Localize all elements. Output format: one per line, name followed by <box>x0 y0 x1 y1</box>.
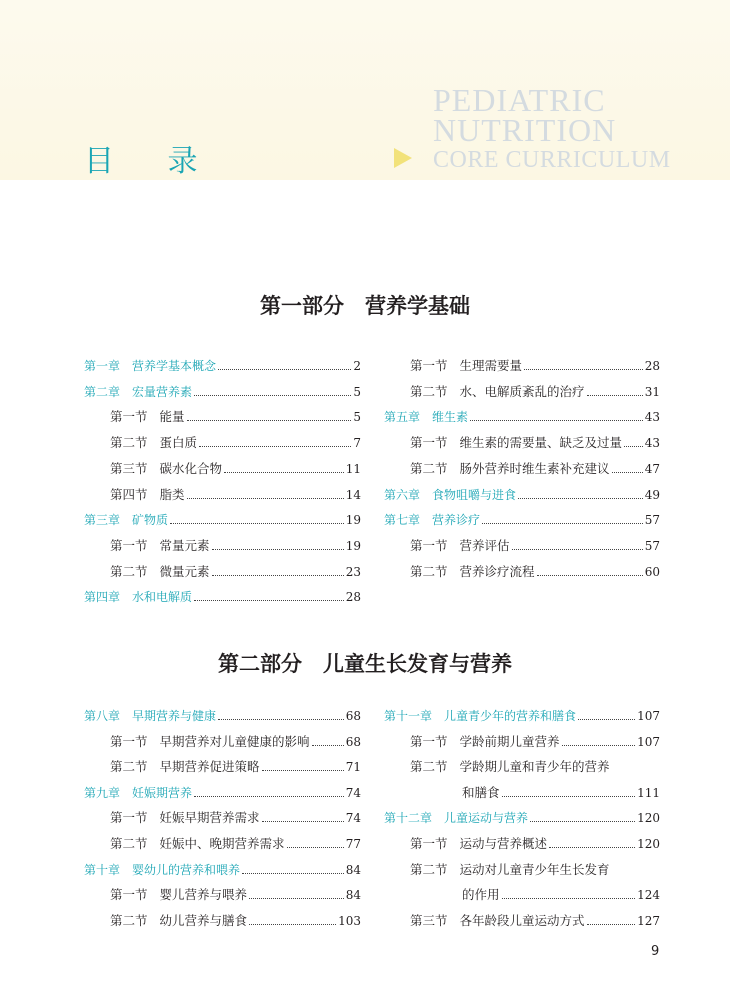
dot-leader <box>242 873 344 874</box>
toc-page-number: 23 <box>345 564 361 579</box>
dot-leader <box>537 575 643 576</box>
toc-section-row[interactable] <box>384 885 660 905</box>
toc-entry-number: 第四节 <box>110 486 148 502</box>
toc-page-number: 107 <box>637 734 660 749</box>
toc-entry-number: 第二节 <box>110 435 148 451</box>
toc-entry-number: 第九章 <box>84 785 121 800</box>
toc-entry-number: 第二节 <box>410 861 448 877</box>
toc-entry-title: 运动对儿童青少年生长发育 <box>459 861 610 877</box>
toc-entry-number: 第一节 <box>410 358 448 373</box>
toc-section-row[interactable] <box>384 783 660 803</box>
toc-entry-number: 第二章 <box>84 384 121 399</box>
toc-chapter-row[interactable] <box>384 706 660 726</box>
dot-leader <box>502 796 636 797</box>
toc-entry-number: 第二节 <box>410 563 448 579</box>
toc-entry-title: 营养评估 <box>459 537 510 553</box>
toc-page-number: 11 <box>345 461 361 476</box>
toc-chapter-row[interactable] <box>84 356 361 376</box>
toc-entry-title: 蛋白质 <box>159 435 198 451</box>
toc-page-number: 127 <box>637 913 660 928</box>
dot-leader <box>262 770 344 771</box>
toc-chapter-row[interactable] <box>84 510 361 530</box>
page-title: 目 录 <box>84 144 220 179</box>
toc-page-number: 68 <box>345 709 361 723</box>
dot-leader <box>312 745 344 746</box>
dot-leader <box>187 498 344 499</box>
toc-section-row[interactable] <box>84 459 361 479</box>
toc-entry-title: 矿物质 <box>132 513 169 528</box>
toc-page-number: 74 <box>345 785 361 800</box>
dot-leader <box>549 847 635 848</box>
dot-leader <box>287 847 344 848</box>
toc-entry-title: 营养诊疗 <box>432 513 481 528</box>
toc-entry-number: 第二节 <box>110 912 148 928</box>
dot-leader <box>562 745 636 746</box>
toc-entry-title: 妊娠期营养 <box>132 785 193 800</box>
dot-leader <box>578 719 635 720</box>
toc-entry-number: 第三节 <box>110 460 148 476</box>
toc-page-number: 68 <box>345 734 361 749</box>
page-number: 9 <box>651 944 660 959</box>
toc-page-number: 5 <box>353 384 361 399</box>
toc-page-number: 49 <box>644 487 660 502</box>
toc-page-number: 28 <box>345 590 361 605</box>
toc-entry-title: 妊娠早期营养需求 <box>159 810 260 826</box>
dot-leader <box>170 523 344 524</box>
brand-line-1: PEDIATRIC <box>433 82 606 118</box>
toc-page-number: 57 <box>644 538 660 553</box>
toc-section-row[interactable] <box>384 860 660 880</box>
dot-leader <box>187 420 352 421</box>
toc-section-row[interactable] <box>384 562 660 582</box>
toc-page-number: 2 <box>353 359 361 373</box>
toc-entry-title: 儿童运动与营养 <box>444 811 529 826</box>
toc-section-row[interactable] <box>84 732 361 752</box>
toc-entry-number: 第一节 <box>110 537 148 553</box>
toc-entry-title: 生理需要量 <box>459 358 523 373</box>
toc-page-number: 43 <box>644 436 660 451</box>
toc-entry-title: 婴幼儿的营养和喂养 <box>132 862 241 877</box>
toc-entry-title: 幼儿营养与膳食 <box>159 912 248 928</box>
dot-leader <box>482 523 643 524</box>
toc-section-row[interactable] <box>384 382 660 402</box>
part1-title: 第一部分 营养学基础 <box>260 294 470 318</box>
toc-entry-title: 儿童青少年的营养和膳食 <box>444 709 577 723</box>
part2-title: 第二部分 儿童生长发育与营养 <box>218 652 512 676</box>
toc-section-row[interactable] <box>84 911 361 931</box>
toc-section-row[interactable] <box>384 536 660 556</box>
toc-entry-number: 第五章 <box>384 410 421 425</box>
dot-leader <box>518 498 643 499</box>
toc-entry-title: 宏量营养素 <box>132 384 193 399</box>
toc-entry-number: 第一节 <box>110 733 148 749</box>
toc-entry-title: 学龄期儿童和青少年的营养 <box>459 759 610 775</box>
toc-section-row[interactable] <box>384 356 660 376</box>
dot-leader <box>587 395 643 396</box>
toc-page-number: 103 <box>338 913 361 928</box>
toc-entry-number: 第三章 <box>84 513 121 528</box>
toc-entry-title: 营养学基本概念 <box>132 359 217 373</box>
arrow-icon <box>394 148 412 168</box>
toc-entry-number: 第四章 <box>84 590 121 605</box>
toc-section-row[interactable] <box>84 536 361 556</box>
dot-leader <box>512 549 643 550</box>
toc-entry-number: 第一节 <box>110 810 148 826</box>
toc-chapter-row[interactable] <box>84 706 361 726</box>
dot-leader <box>249 924 336 925</box>
toc-entry-title: 肠外营养时维生素补充建议 <box>459 460 610 476</box>
toc-entry-number: 第二节 <box>110 836 148 851</box>
brand-line-3: CORE CURRICULUM <box>433 147 671 173</box>
toc-entry-number: 第一节 <box>410 836 448 851</box>
toc-entry-number: 第一节 <box>410 537 448 553</box>
toc-entry-number: 第一节 <box>110 409 148 425</box>
toc-chapter-row[interactable] <box>384 808 660 828</box>
toc-entry-number: 第七章 <box>384 513 421 528</box>
toc-page-number: 60 <box>644 564 660 579</box>
toc-entry-number: 第二节 <box>410 460 448 476</box>
toc-entry-title: 运动与营养概述 <box>459 836 548 851</box>
dot-leader <box>587 924 636 925</box>
toc-entry-title: 各年龄段儿童运动方式 <box>459 912 585 928</box>
toc-entry-number: 第十一章 <box>384 709 433 723</box>
toc-section-row[interactable] <box>84 433 361 453</box>
dot-leader <box>612 472 643 473</box>
toc-entry-number: 第二节 <box>410 383 448 399</box>
dot-leader <box>212 549 344 550</box>
toc-section-row[interactable] <box>384 911 660 931</box>
toc-entry-number: 第十章 <box>84 862 121 877</box>
toc-section-row[interactable] <box>384 459 660 479</box>
toc-entry-title: 的作用 <box>462 887 500 903</box>
toc-page-number: 47 <box>644 461 660 476</box>
toc-entry-title: 早期营养与健康 <box>132 709 217 723</box>
toc-page-number: 7 <box>353 436 361 451</box>
toc-section-row[interactable] <box>84 834 361 854</box>
toc-chapter-row[interactable] <box>84 783 361 803</box>
toc-chapter-row[interactable] <box>84 860 361 880</box>
toc-entry-title: 维生素的需要量、缺乏及过量 <box>459 435 623 451</box>
toc-page-number: 111 <box>637 785 660 800</box>
toc-page-number: 19 <box>345 513 361 528</box>
toc-section-row[interactable] <box>84 485 361 505</box>
toc-page-number: 14 <box>345 487 361 502</box>
toc-page-number: 120 <box>637 837 660 851</box>
dot-leader <box>194 796 344 797</box>
toc-entry-number: 第二节 <box>110 563 148 579</box>
toc-entry-title: 能量 <box>159 409 185 425</box>
dot-leader <box>212 575 344 576</box>
brand-logo <box>433 84 671 172</box>
toc-chapter-row[interactable] <box>384 407 660 427</box>
dot-leader <box>470 420 643 421</box>
toc-entry-title: 维生素 <box>432 410 469 425</box>
dot-leader <box>199 446 351 447</box>
toc-section-row[interactable] <box>384 757 660 777</box>
toc-section-row[interactable] <box>84 407 361 427</box>
toc-entry-title: 营养诊疗流程 <box>459 563 535 579</box>
toc-entry-number: 第一节 <box>410 435 448 451</box>
toc-entry-number: 第二节 <box>110 759 148 775</box>
brand-line-2: NUTRITION <box>433 112 617 148</box>
toc-entry-number: 第一节 <box>410 733 448 749</box>
dot-leader <box>218 719 344 720</box>
toc-section-row[interactable] <box>384 433 660 453</box>
toc-page-number: 124 <box>637 888 660 903</box>
dot-leader <box>524 369 643 370</box>
toc-entry-title: 脂类 <box>159 486 185 502</box>
toc-entry-title: 妊娠中、晚期营养需求 <box>159 836 285 851</box>
dot-leader <box>224 472 344 473</box>
dot-leader <box>249 898 344 899</box>
toc-entry-title: 碳水化合物 <box>159 460 223 476</box>
toc-section-row[interactable] <box>384 834 660 854</box>
toc-entry-title: 和膳食 <box>462 784 500 800</box>
toc-section-row[interactable] <box>84 757 361 777</box>
toc-chapter-row[interactable] <box>384 510 660 530</box>
toc-entry-number: 第一节 <box>110 887 148 903</box>
toc-entry-number: 第三节 <box>410 912 448 928</box>
toc-page-number: 19 <box>345 538 361 553</box>
toc-page-number: 84 <box>345 888 361 903</box>
toc-section-row[interactable] <box>384 732 660 752</box>
toc-section-row[interactable] <box>84 562 361 582</box>
toc-entry-number: 第十二章 <box>384 811 433 826</box>
toc-page-number: 43 <box>644 410 660 425</box>
toc-page-number: 74 <box>345 811 361 826</box>
toc-page-number: 57 <box>644 513 660 528</box>
toc-entry-number: 第一章 <box>84 359 121 373</box>
toc-page-number: 77 <box>345 837 361 851</box>
toc-entry-number: 第二节 <box>410 759 448 775</box>
toc-chapter-row[interactable] <box>384 485 660 505</box>
toc-page-number: 84 <box>345 862 361 877</box>
toc-entry-number: 第六章 <box>384 487 421 502</box>
toc-page-number: 28 <box>644 359 660 373</box>
toc-entry-title: 婴儿营养与喂养 <box>159 887 248 903</box>
toc-page-number: 5 <box>353 410 361 425</box>
toc-section-row[interactable] <box>84 885 361 905</box>
toc-entry-title: 水和电解质 <box>132 590 193 605</box>
toc-entry-title: 学龄前期儿童营养 <box>459 733 560 749</box>
toc-page-number: 107 <box>637 709 660 723</box>
dot-leader <box>530 821 635 822</box>
dot-leader <box>218 369 351 370</box>
dot-leader <box>624 446 643 447</box>
toc-page-number: 71 <box>345 760 361 775</box>
toc-entry-number: 第八章 <box>84 709 121 723</box>
dot-leader <box>194 395 351 396</box>
toc-entry-title: 微量元素 <box>159 563 210 579</box>
toc-entry-title: 早期营养对儿童健康的影响 <box>159 733 310 749</box>
toc-chapter-row[interactable] <box>84 587 361 607</box>
toc-entry-title: 水、电解质紊乱的治疗 <box>459 383 585 399</box>
toc-entry-title: 常量元素 <box>159 537 210 553</box>
dot-leader <box>194 600 344 601</box>
toc-section-row[interactable] <box>84 808 361 828</box>
toc-chapter-row[interactable] <box>84 382 361 402</box>
toc-page-number: 31 <box>644 384 660 399</box>
dot-leader <box>262 821 344 822</box>
dot-leader <box>502 898 636 899</box>
toc-entry-title: 早期营养促进策略 <box>159 759 260 775</box>
toc-page-number: 120 <box>637 811 660 826</box>
toc-entry-title: 食物咀嚼与进食 <box>432 487 517 502</box>
